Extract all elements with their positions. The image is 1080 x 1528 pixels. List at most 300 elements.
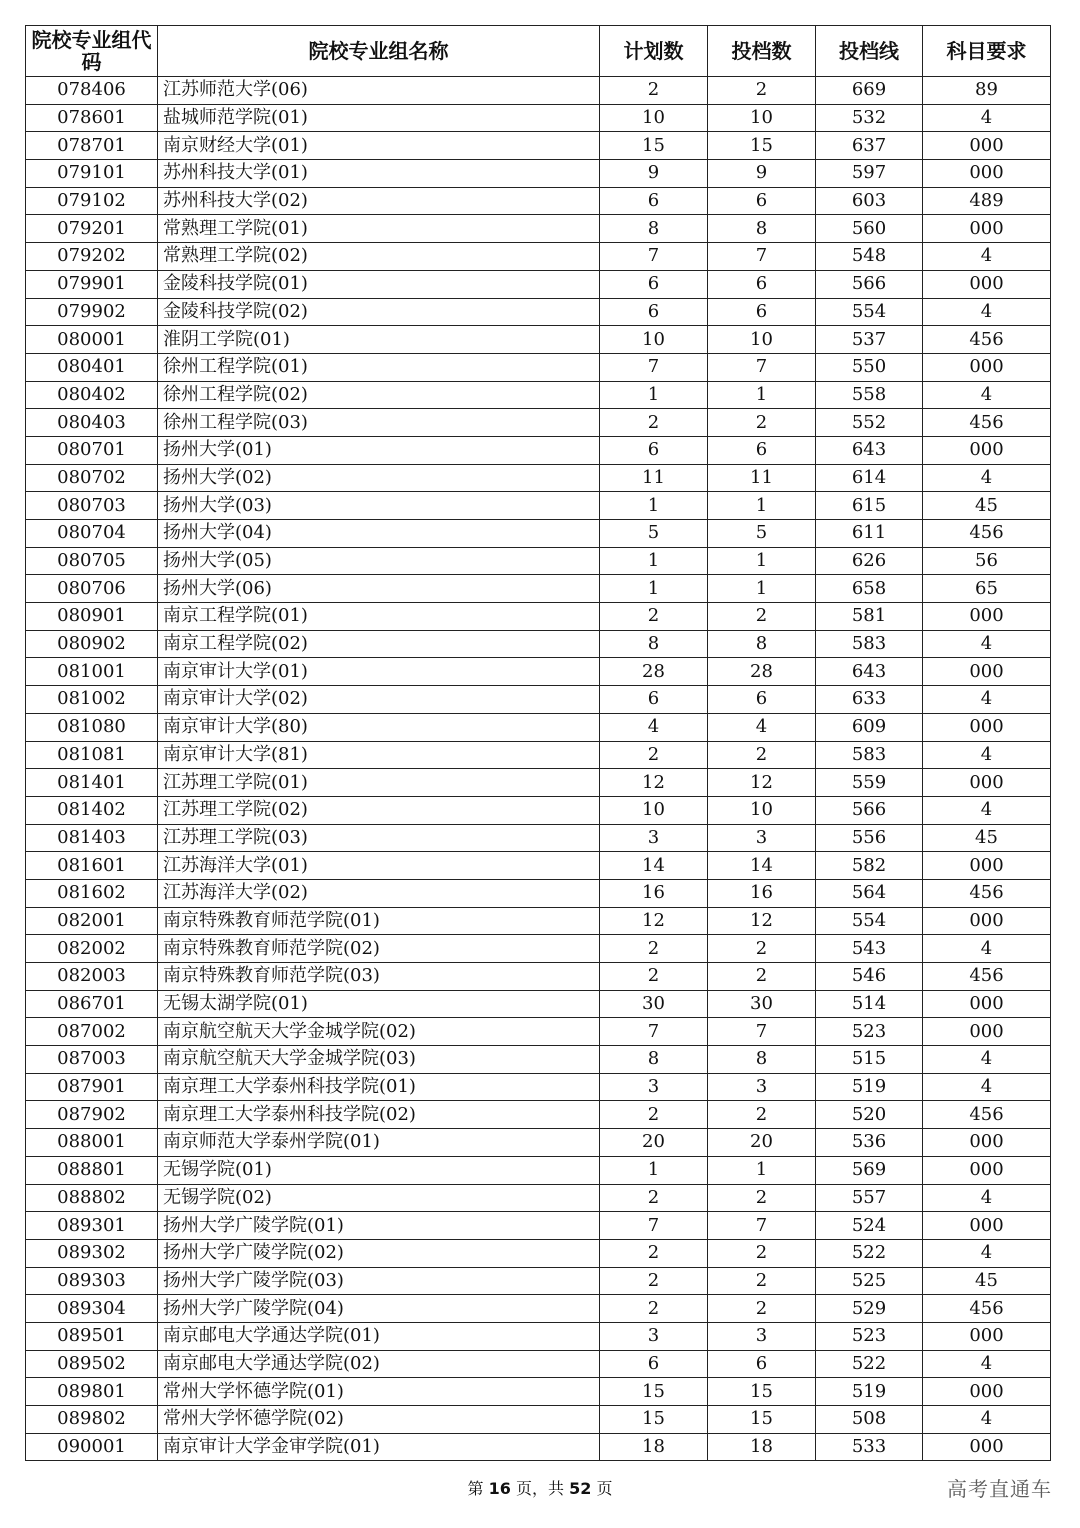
cell-filed: 7 [708, 243, 816, 271]
cell-name: 扬州大学(04) [158, 520, 600, 548]
cell-filed: 28 [708, 658, 816, 686]
cell-plan: 20 [600, 1129, 708, 1157]
cell-line: 614 [816, 464, 923, 492]
cell-filed: 2 [708, 1267, 816, 1295]
cell-code: 087901 [26, 1073, 158, 1101]
table-row [26, 769, 1051, 797]
cell-line: 633 [816, 686, 923, 714]
cell-plan: 10 [600, 104, 708, 132]
cell-subject: 45 [923, 1267, 1051, 1295]
admission-table [25, 25, 1051, 1461]
table-row [26, 879, 1051, 907]
cell-filed: 14 [708, 852, 816, 880]
cell-subject: 4 [923, 243, 1051, 271]
cell-name: 常州大学怀德学院(01) [158, 1378, 600, 1406]
cell-line: 524 [816, 1212, 923, 1240]
cell-filed: 7 [708, 1018, 816, 1046]
cell-code: 082001 [26, 907, 158, 935]
cell-plan: 8 [600, 215, 708, 243]
cell-plan: 6 [600, 298, 708, 326]
cell-line: 520 [816, 1101, 923, 1129]
cell-filed: 2 [708, 77, 816, 105]
cell-line: 658 [816, 575, 923, 603]
cell-line: 560 [816, 215, 923, 243]
table-row [26, 547, 1051, 575]
cell-code: 079201 [26, 215, 158, 243]
cell-filed: 20 [708, 1129, 816, 1157]
cell-line: 597 [816, 160, 923, 188]
table-row [26, 381, 1051, 409]
table-row [26, 243, 1051, 271]
cell-plan: 30 [600, 990, 708, 1018]
cell-plan: 7 [600, 243, 708, 271]
cell-code: 080403 [26, 409, 158, 437]
cell-filed: 3 [708, 1322, 816, 1350]
cell-name: 南京邮电大学通达学院(02) [158, 1350, 600, 1378]
cell-subject: 000 [923, 603, 1051, 631]
cell-subject: 4 [923, 1406, 1051, 1434]
cell-plan: 6 [600, 436, 708, 464]
cell-subject: 4 [923, 381, 1051, 409]
cell-plan: 2 [600, 603, 708, 631]
table-row [26, 575, 1051, 603]
cell-line: 522 [816, 1350, 923, 1378]
cell-filed: 6 [708, 436, 816, 464]
table-row [26, 630, 1051, 658]
table-row [26, 713, 1051, 741]
cell-code: 088001 [26, 1129, 158, 1157]
cell-subject: 4 [923, 1350, 1051, 1378]
cell-plan: 5 [600, 520, 708, 548]
cell-line: 559 [816, 769, 923, 797]
cell-plan: 2 [600, 935, 708, 963]
cell-filed: 6 [708, 187, 816, 215]
cell-subject: 4 [923, 104, 1051, 132]
cell-filed: 2 [708, 409, 816, 437]
cell-plan: 2 [600, 1267, 708, 1295]
cell-line: 583 [816, 630, 923, 658]
watermark: 高考直通车 [947, 1477, 1052, 1501]
cell-subject: 456 [923, 409, 1051, 437]
cell-code: 086701 [26, 990, 158, 1018]
cell-name: 无锡学院(02) [158, 1184, 600, 1212]
cell-filed: 6 [708, 1350, 816, 1378]
cell-subject: 4 [923, 796, 1051, 824]
cell-plan: 1 [600, 575, 708, 603]
cell-name: 江苏海洋大学(01) [158, 852, 600, 880]
table-row [26, 1267, 1051, 1295]
cell-plan: 15 [600, 132, 708, 160]
cell-filed: 10 [708, 796, 816, 824]
cell-filed: 2 [708, 741, 816, 769]
cell-plan: 8 [600, 630, 708, 658]
cell-plan: 2 [600, 963, 708, 991]
cell-name: 常熟理工学院(02) [158, 243, 600, 271]
cell-name: 江苏师范大学(06) [158, 77, 600, 105]
table-row [26, 77, 1051, 105]
cell-line: 523 [816, 1018, 923, 1046]
cell-subject: 4 [923, 1046, 1051, 1074]
cell-plan: 18 [600, 1433, 708, 1461]
table-header-row [26, 26, 1051, 77]
cell-line: 508 [816, 1406, 923, 1434]
cell-line: 643 [816, 436, 923, 464]
page-suffix: 页 [591, 1479, 613, 1498]
cell-name: 苏州科技大学(01) [158, 160, 600, 188]
cell-subject: 000 [923, 990, 1051, 1018]
cell-subject: 000 [923, 907, 1051, 935]
cell-code: 081001 [26, 658, 158, 686]
document-page [25, 25, 1050, 1461]
cell-filed: 8 [708, 630, 816, 658]
cell-code: 081401 [26, 769, 158, 797]
table-row [26, 935, 1051, 963]
cell-subject: 4 [923, 1073, 1051, 1101]
cell-plan: 15 [600, 1406, 708, 1434]
table-row [26, 658, 1051, 686]
table-row [26, 741, 1051, 769]
cell-name: 南京工程学院(01) [158, 603, 600, 631]
cell-filed: 2 [708, 1184, 816, 1212]
cell-plan: 2 [600, 77, 708, 105]
cell-code: 080701 [26, 436, 158, 464]
cell-filed: 1 [708, 492, 816, 520]
table-row [26, 1322, 1051, 1350]
cell-line: 609 [816, 713, 923, 741]
cell-code: 081601 [26, 852, 158, 880]
table-row [26, 132, 1051, 160]
cell-filed: 16 [708, 879, 816, 907]
cell-line: 552 [816, 409, 923, 437]
table-row [26, 1239, 1051, 1267]
cell-filed: 9 [708, 160, 816, 188]
cell-code: 080901 [26, 603, 158, 631]
page-middle: 页，共 [510, 1479, 570, 1498]
cell-line: 603 [816, 187, 923, 215]
cell-subject: 4 [923, 935, 1051, 963]
cell-filed: 2 [708, 1239, 816, 1267]
table-row [26, 1295, 1051, 1323]
table-row [26, 907, 1051, 935]
cell-code: 089304 [26, 1295, 158, 1323]
cell-subject: 89 [923, 77, 1051, 105]
cell-name: 扬州大学(06) [158, 575, 600, 603]
cell-line: 519 [816, 1073, 923, 1101]
cell-subject: 000 [923, 132, 1051, 160]
cell-code: 079902 [26, 298, 158, 326]
total-pages: 52 [569, 1479, 592, 1498]
cell-plan: 1 [600, 492, 708, 520]
header-subject: 科目要求 [923, 26, 1051, 77]
cell-subject: 65 [923, 575, 1051, 603]
cell-subject: 4 [923, 1184, 1051, 1212]
cell-subject: 000 [923, 1433, 1051, 1461]
cell-line: 525 [816, 1267, 923, 1295]
cell-subject: 4 [923, 464, 1051, 492]
cell-code: 078601 [26, 104, 158, 132]
cell-code: 082002 [26, 935, 158, 963]
cell-line: 537 [816, 326, 923, 354]
cell-filed: 8 [708, 215, 816, 243]
cell-code: 081402 [26, 796, 158, 824]
header-plan: 计划数 [600, 26, 708, 77]
cell-code: 080704 [26, 520, 158, 548]
cell-code: 082003 [26, 963, 158, 991]
table-row [26, 1101, 1051, 1129]
cell-filed: 6 [708, 686, 816, 714]
cell-plan: 2 [600, 1239, 708, 1267]
cell-subject: 4 [923, 741, 1051, 769]
cell-plan: 15 [600, 1378, 708, 1406]
cell-filed: 10 [708, 104, 816, 132]
cell-name: 南京航空航天大学金城学院(03) [158, 1046, 600, 1074]
header-name: 院校专业组名称 [158, 26, 600, 77]
cell-plan: 7 [600, 1018, 708, 1046]
cell-name: 江苏理工学院(02) [158, 796, 600, 824]
page-number [0, 1477, 1080, 1501]
cell-filed: 5 [708, 520, 816, 548]
cell-line: 583 [816, 741, 923, 769]
cell-plan: 3 [600, 1322, 708, 1350]
cell-filed: 3 [708, 1073, 816, 1101]
cell-subject: 4 [923, 686, 1051, 714]
cell-code: 080706 [26, 575, 158, 603]
header-line: 投档线 [816, 26, 923, 77]
cell-code: 081081 [26, 741, 158, 769]
table-row [26, 215, 1051, 243]
cell-name: 南京特殊教育师范学院(01) [158, 907, 600, 935]
cell-code: 079102 [26, 187, 158, 215]
cell-line: 569 [816, 1156, 923, 1184]
table-row [26, 409, 1051, 437]
cell-name: 江苏海洋大学(02) [158, 879, 600, 907]
cell-line: 637 [816, 132, 923, 160]
table-row [26, 298, 1051, 326]
cell-filed: 8 [708, 1046, 816, 1074]
cell-code: 080402 [26, 381, 158, 409]
table-row [26, 326, 1051, 354]
cell-filed: 2 [708, 1101, 816, 1129]
cell-code: 087902 [26, 1101, 158, 1129]
cell-subject: 000 [923, 769, 1051, 797]
cell-plan: 6 [600, 1350, 708, 1378]
cell-plan: 11 [600, 464, 708, 492]
cell-plan: 2 [600, 1101, 708, 1129]
cell-plan: 12 [600, 907, 708, 935]
cell-code: 089802 [26, 1406, 158, 1434]
table-row [26, 1018, 1051, 1046]
cell-code: 080705 [26, 547, 158, 575]
cell-filed: 6 [708, 270, 816, 298]
cell-line: 611 [816, 520, 923, 548]
cell-subject: 000 [923, 160, 1051, 188]
cell-name: 徐州工程学院(03) [158, 409, 600, 437]
cell-plan: 2 [600, 741, 708, 769]
cell-name: 南京财经大学(01) [158, 132, 600, 160]
cell-name: 无锡太湖学院(01) [158, 990, 600, 1018]
header-filed: 投档数 [708, 26, 816, 77]
table-row [26, 1350, 1051, 1378]
cell-plan: 3 [600, 1073, 708, 1101]
cell-subject: 456 [923, 1295, 1051, 1323]
cell-plan: 1 [600, 547, 708, 575]
cell-code: 080401 [26, 353, 158, 381]
cell-line: 626 [816, 547, 923, 575]
cell-line: 519 [816, 1378, 923, 1406]
cell-plan: 2 [600, 409, 708, 437]
cell-code: 089301 [26, 1212, 158, 1240]
cell-filed: 3 [708, 824, 816, 852]
cell-line: 615 [816, 492, 923, 520]
table-row [26, 1378, 1051, 1406]
table-row [26, 1156, 1051, 1184]
cell-plan: 1 [600, 1156, 708, 1184]
cell-subject: 4 [923, 1239, 1051, 1267]
cell-code: 081080 [26, 713, 158, 741]
cell-filed: 2 [708, 935, 816, 963]
table-row [26, 1212, 1051, 1240]
table-row [26, 1433, 1051, 1461]
cell-filed: 30 [708, 990, 816, 1018]
cell-subject: 4 [923, 630, 1051, 658]
cell-name: 盐城师范学院(01) [158, 104, 600, 132]
cell-code: 080902 [26, 630, 158, 658]
table-row [26, 353, 1051, 381]
cell-name: 南京理工大学泰州科技学院(02) [158, 1101, 600, 1129]
cell-plan: 6 [600, 270, 708, 298]
cell-name: 南京航空航天大学金城学院(02) [158, 1018, 600, 1046]
cell-line: 548 [816, 243, 923, 271]
cell-name: 扬州大学(02) [158, 464, 600, 492]
cell-name: 南京审计大学(02) [158, 686, 600, 714]
cell-subject: 000 [923, 1212, 1051, 1240]
cell-line: 522 [816, 1239, 923, 1267]
cell-subject: 456 [923, 879, 1051, 907]
cell-code: 089502 [26, 1350, 158, 1378]
cell-line: 554 [816, 907, 923, 935]
cell-filed: 2 [708, 603, 816, 631]
cell-plan: 2 [600, 1295, 708, 1323]
cell-subject: 000 [923, 215, 1051, 243]
table-row [26, 187, 1051, 215]
cell-filed: 7 [708, 353, 816, 381]
cell-plan: 16 [600, 879, 708, 907]
cell-filed: 1 [708, 1156, 816, 1184]
cell-line: 532 [816, 104, 923, 132]
cell-subject: 456 [923, 326, 1051, 354]
cell-code: 089801 [26, 1378, 158, 1406]
cell-line: 581 [816, 603, 923, 631]
cell-filed: 1 [708, 381, 816, 409]
cell-filed: 10 [708, 326, 816, 354]
cell-subject: 000 [923, 1322, 1051, 1350]
cell-name: 金陵科技学院(02) [158, 298, 600, 326]
cell-filed: 18 [708, 1433, 816, 1461]
table-row [26, 1406, 1051, 1434]
cell-code: 081002 [26, 686, 158, 714]
cell-name: 常熟理工学院(01) [158, 215, 600, 243]
table-row [26, 852, 1051, 880]
table-row [26, 1073, 1051, 1101]
cell-subject: 4 [923, 298, 1051, 326]
cell-filed: 15 [708, 1406, 816, 1434]
table-row [26, 1184, 1051, 1212]
cell-plan: 12 [600, 769, 708, 797]
cell-subject: 000 [923, 1129, 1051, 1157]
cell-name: 南京师范大学泰州学院(01) [158, 1129, 600, 1157]
cell-subject: 456 [923, 1101, 1051, 1129]
cell-subject: 000 [923, 1018, 1051, 1046]
cell-subject: 000 [923, 436, 1051, 464]
cell-name: 南京理工大学泰州科技学院(01) [158, 1073, 600, 1101]
cell-plan: 8 [600, 1046, 708, 1074]
cell-plan: 6 [600, 686, 708, 714]
cell-code: 079202 [26, 243, 158, 271]
cell-filed: 12 [708, 769, 816, 797]
cell-code: 080702 [26, 464, 158, 492]
cell-name: 扬州大学广陵学院(03) [158, 1267, 600, 1295]
cell-name: 苏州科技大学(02) [158, 187, 600, 215]
cell-name: 徐州工程学院(02) [158, 381, 600, 409]
cell-subject: 000 [923, 1156, 1051, 1184]
cell-name: 扬州大学(01) [158, 436, 600, 464]
cell-code: 081403 [26, 824, 158, 852]
table-row [26, 824, 1051, 852]
table-row [26, 1129, 1051, 1157]
cell-filed: 4 [708, 713, 816, 741]
table-row [26, 270, 1051, 298]
cell-code: 089303 [26, 1267, 158, 1295]
cell-filed: 2 [708, 1295, 816, 1323]
cell-plan: 1 [600, 381, 708, 409]
cell-subject: 000 [923, 353, 1051, 381]
cell-plan: 3 [600, 824, 708, 852]
cell-name: 南京审计大学金审学院(01) [158, 1433, 600, 1461]
cell-code: 078406 [26, 77, 158, 105]
cell-line: 554 [816, 298, 923, 326]
cell-code: 088802 [26, 1184, 158, 1212]
cell-code: 079101 [26, 160, 158, 188]
table-row [26, 520, 1051, 548]
cell-line: 566 [816, 270, 923, 298]
cell-subject: 000 [923, 713, 1051, 741]
cell-name: 扬州大学(05) [158, 547, 600, 575]
table-row [26, 492, 1051, 520]
table-row [26, 603, 1051, 631]
cell-name: 南京工程学院(02) [158, 630, 600, 658]
page-prefix: 第 [467, 1479, 489, 1498]
cell-code: 089302 [26, 1239, 158, 1267]
cell-code: 087002 [26, 1018, 158, 1046]
cell-filed: 1 [708, 547, 816, 575]
cell-line: 556 [816, 824, 923, 852]
cell-name: 南京特殊教育师范学院(03) [158, 963, 600, 991]
cell-subject: 000 [923, 1378, 1051, 1406]
cell-line: 529 [816, 1295, 923, 1323]
cell-name: 南京邮电大学通达学院(01) [158, 1322, 600, 1350]
cell-code: 089501 [26, 1322, 158, 1350]
cell-subject: 000 [923, 658, 1051, 686]
cell-filed: 1 [708, 575, 816, 603]
cell-code: 079901 [26, 270, 158, 298]
cell-subject: 489 [923, 187, 1051, 215]
cell-name: 淮阴工学院(01) [158, 326, 600, 354]
cell-line: 536 [816, 1129, 923, 1157]
cell-name: 扬州大学(03) [158, 492, 600, 520]
cell-code: 090001 [26, 1433, 158, 1461]
cell-subject: 45 [923, 824, 1051, 852]
cell-line: 546 [816, 963, 923, 991]
